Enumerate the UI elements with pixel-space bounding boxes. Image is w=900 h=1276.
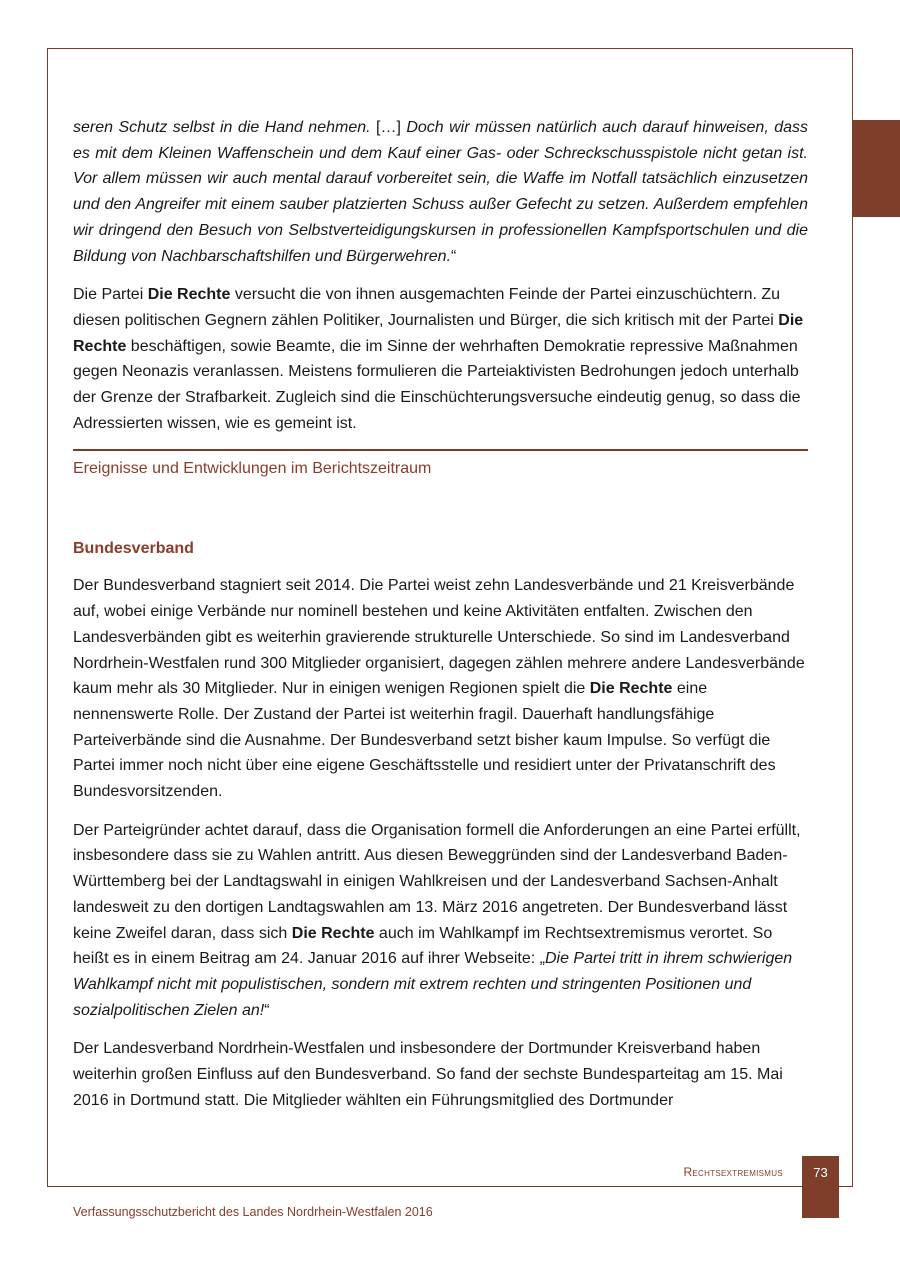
page-number-box bbox=[802, 1156, 839, 1218]
footer-section-label: Rechtsextremismus bbox=[683, 1165, 783, 1179]
quote-continuation: seren Schutz selbst in die Hand nehmen. […] Doch wir müssen natürlich auch darauf hinweisen, dass es mit dem Kleinen Waffenschein und dem Kauf einer Gas- oder Schreckschusspistole nicht getan ist. Vor allem müssen wir auch mental darauf vorbereitet sein, die Waffe im Notfall tatsächlich einzusetzen und den Angreifer mit einem sauber platzierten Schuss außer Gefecht zu setzen. Außerdem empfehlen wir dringend den Besuch von Selbstverteidigungskursen in professionellen Kampfsportschulen und die Bildung von Nachbarschaftshilfen und Bürgerwehren.“ bbox=[73, 119, 808, 265]
paragraph-bundesverband-2: Der Parteigründer achtet darauf, dass die Organisation formell die Anforderungen an eine Partei erfüllt, insbesondere dass sie zu Wahlen antritt. Aus diesen Beweggründen sind der Landesverband Baden-Württemberg bei der Landtagswahl in einigen Wahlkreisen und der Landesverband Sachsen-Anhalt landesweit zu den dortigen Landtagswahlen am 13. März 2016 angetreten. Der Bundesverband lässt keine Zweifel daran, dass sich Die Rechte auch im Wahlkampf im Rechtsextremismus verortet. So heißt es in einem Beitrag am 24. Januar 2016 auf ihrer Webseite: „Die Partei tritt in ihrem schwierigen Wahlkampf nicht mit populistischen, sondern mit extrem rechten und stringenten Positionen und sozialpolitischen Zielen an!“ bbox=[73, 821, 801, 1019]
paragraph-bundesverband-3: Der Landesverband Nordrhein-Westfalen und insbesondere der Dortmunder Kreisverband haben weiterhin großen Einfluss auf den Bundesverband. So fand der sechste Bundesparteitag am 15. Mai 2016 in Dortmund statt. Die Mitglieder wählten ein Führungsmitglied des Dortmunder bbox=[73, 1040, 783, 1109]
paragraph-intimidation: Die Partei Die Rechte versucht die von ihnen ausgemachten Feinde der Partei einzuschüchtern. Zu diesen politischen Gegnern zählen Politiker, Journalisten und Bürger, die sich kritisch mit der Partei Die Rechte beschäftigen, sowie Beamte, die im Sinne der wehrhaften Demokratie repressive Maßnahmen gegen Neonazis veranlassen. Meistens formulieren die Parteiaktivisten Bedrohungen jedoch unterhalb der Grenze der Strafbarkeit. Zugleich sind die Einschüchterungsversuche eindeutig genug, so dass die Adressierten wissen, wie es gemeint ist. bbox=[73, 286, 804, 432]
page-number: 73 bbox=[813, 1165, 828, 1180]
footer-publication-title: Verfassungsschutzbericht des Landes Nordrhein-Westfalen 2016 bbox=[73, 1205, 433, 1219]
section-title: Ereignisse und Entwicklungen im Berichtszeitraum bbox=[73, 460, 432, 478]
subheading-bundesverband: Bundesverband bbox=[73, 540, 194, 558]
main-content bbox=[73, 115, 808, 1127]
section-divider bbox=[73, 449, 808, 451]
paragraph-bundesverband-1: Der Bundesverband stagniert seit 2014. Die Partei weist zehn Landesverbände und 21 Kreisverbände auf, wobei einige Verbände nur nominell bestehen und keine Aktivitäten entfalten. Zwischen den Landesverbänden gibt es weiterhin gravierende strukturelle Unterschiede. So sind im Landesverband Nordrhein-Westfalen rund 300 Mitglieder organisiert, dagegen zählen mehrere andere Landesverbände kaum mehr als 30 Mitglieder. Nur in einigen wenigen Regionen spielt die Die Rechte eine nennenswerte Rolle. Der Zustand der Partei ist weiterhin fragil. Dauerhaft handlungsfähige Parteiverbände sind die Ausnahme. Der Bundesverband setzt bisher kaum Impulse. So verfügt die Partei immer noch nicht über eine eigene Geschäftsstelle und residiert unter der Privatanschrift des Bundesvorsitzenden. bbox=[73, 577, 805, 801]
chapter-tab-marker bbox=[853, 120, 900, 217]
